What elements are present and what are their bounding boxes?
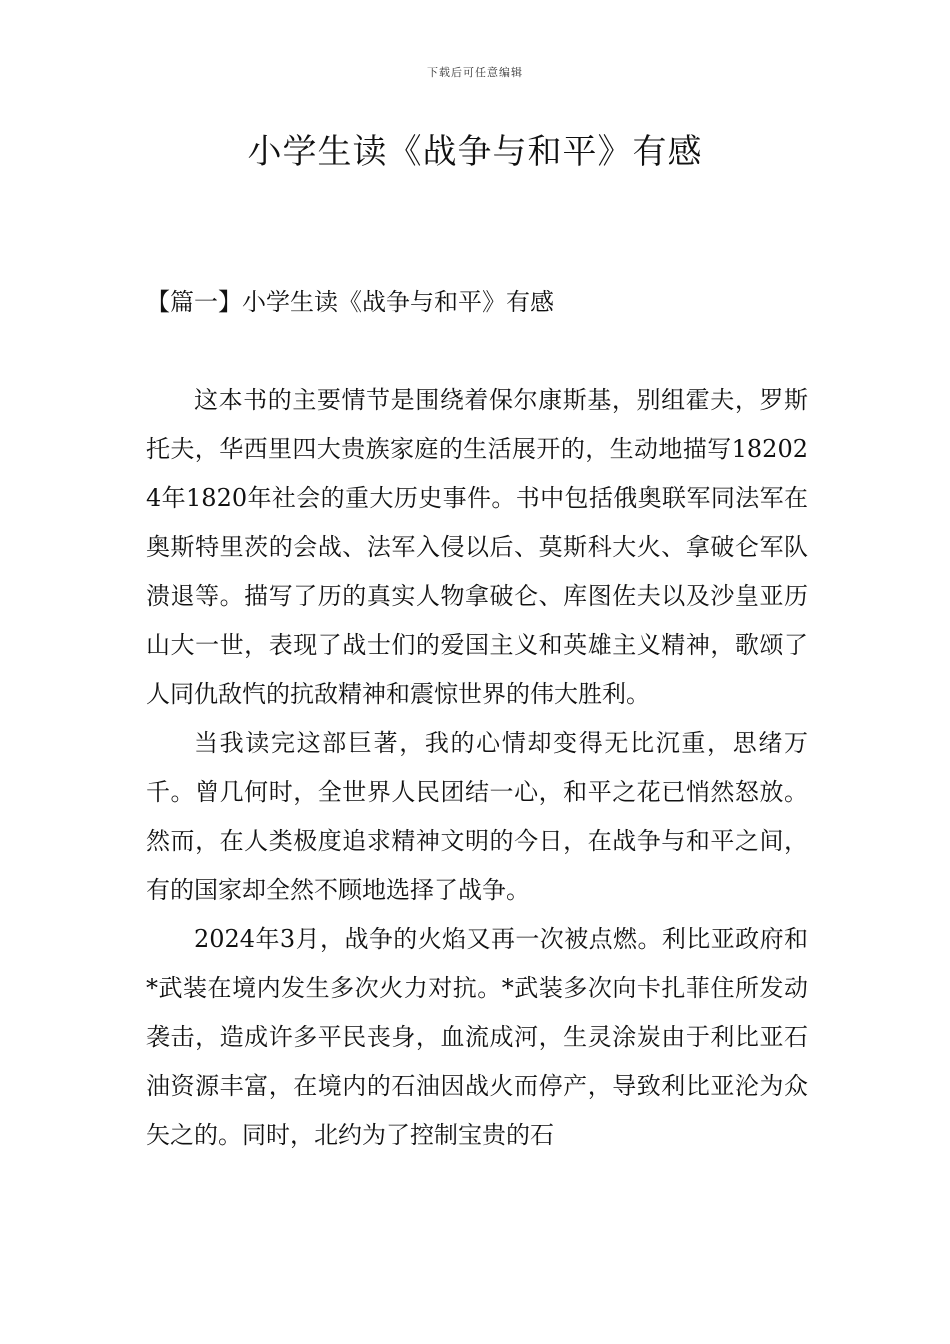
section-heading: 【篇一】小学生读《战争与和平》有感: [146, 288, 554, 316]
header-note: 下载后可任意编辑: [427, 66, 523, 79]
paragraph: 这本书的主要情节是围绕着保尔康斯基，别组霍夫，罗斯托夫，华西里四大贵族家庭的生活展开的，生动地描写182024年1820年社会的重大历史事件。书中包括俄奥联军同法军在奥斯特里茨的会战、法军入侵以后、莫斯科大火、拿破仑军队溃退等。描写了历的真实人物拿破仑、库图佐夫以及沙皇亚历山大一世，表现了战士们的爱国主义和英雄主义精神，歌颂了人同仇敌忾的抗敌精神和震惊世界的伟大胜利。: [146, 386, 808, 708]
paragraph: 2024年3月，战争的火焰又再一次被点燃。利比亚政府和*武装在境内发生多次火力对抗。*武装多次向卡扎菲住所发动袭击，造成许多平民丧身，血流成河，生灵涂炭由于利比亚石油资源丰富，在境内的石油因战火而停产，导致利比亚沦为众矢之的。同时，北约为了控制宝贵的石: [146, 925, 808, 1149]
body-text: [146, 376, 808, 1160]
document-title: 小学生读《战争与和平》有感: [247, 132, 703, 172]
paragraph: 当我读完这部巨著，我的心情却变得无比沉重，思绪万千。曾几何时，全世界人民团结一心，和平之花已悄然怒放。然而，在人类极度追求精神文明的今日，在战争与和平之间，有的国家却全然不顾地选择了战争。: [146, 729, 808, 904]
